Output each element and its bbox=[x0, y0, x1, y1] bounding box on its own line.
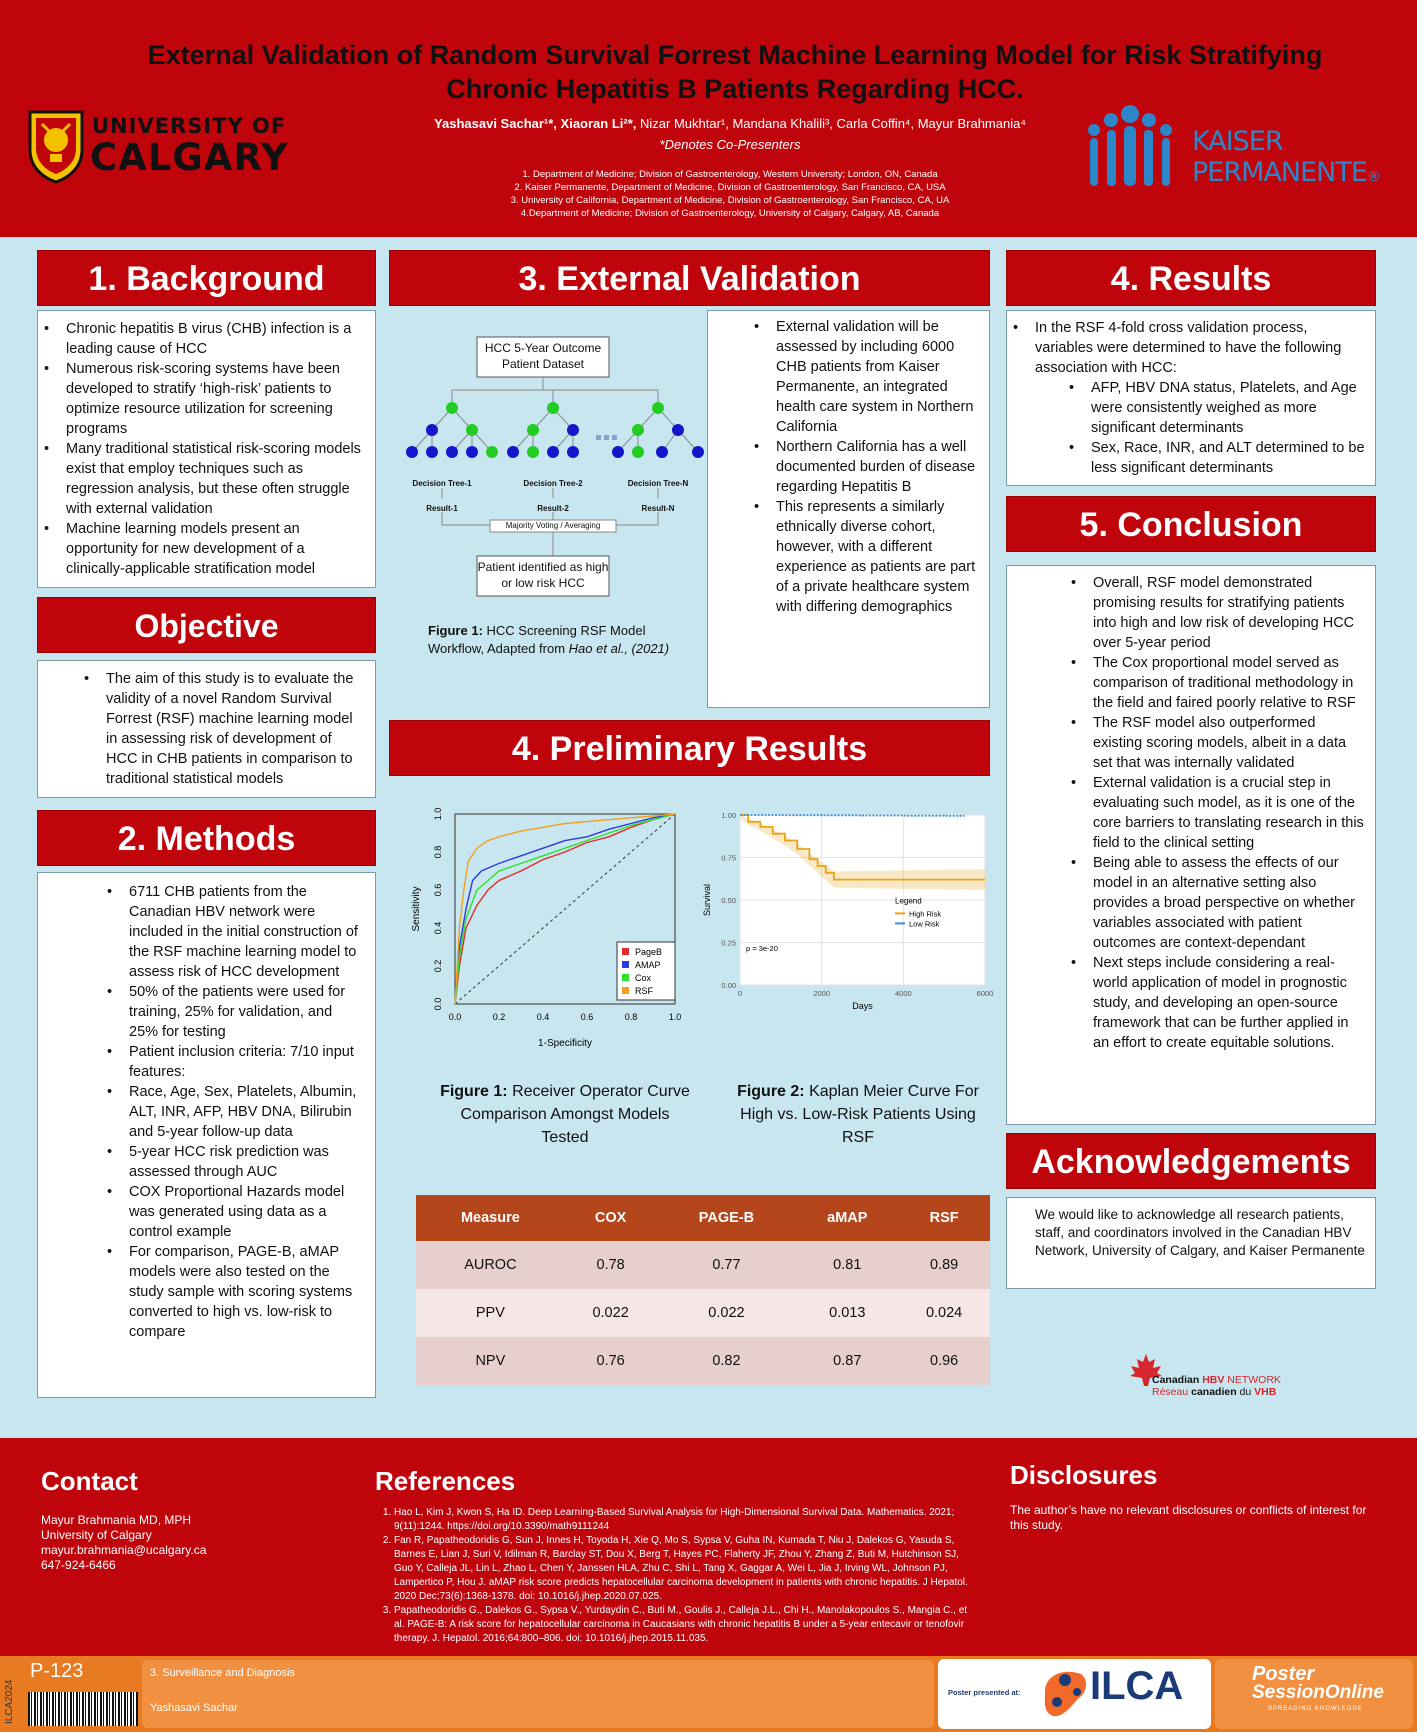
roc-chart bbox=[405, 800, 695, 1065]
roc-x-axis-label: 1-Specificity bbox=[538, 1038, 592, 1049]
roc-y-tick-label: 0.0 bbox=[433, 997, 443, 1011]
roc-y-tick-label: 1.0 bbox=[433, 807, 443, 821]
patient-result-box-label: Patient identified as high or low risk HCC bbox=[477, 560, 609, 590]
authors-rest: Nizar Mukhtar¹, Mandana Khalili³, Carla Coffin⁴, Mayur Brahmania⁴ bbox=[636, 116, 1026, 131]
table-cell: 0.022 bbox=[657, 1289, 797, 1337]
table-cell: 0.82 bbox=[657, 1337, 797, 1385]
workflow-figure-caption bbox=[428, 622, 698, 658]
conclusion-item: • External validation is a crucial step in evaluating such model, as it is one of the core barriers to translating research in this field to the clinical setting bbox=[1093, 773, 1367, 853]
acknowledgements-box: We would like to acknowledge all research patients, staff, and coordinators involved in the Canadian HBV Network, University of Calgary, and Kaiser Permanente bbox=[1006, 1197, 1376, 1289]
hbv-logo-line1 bbox=[1152, 1374, 1281, 1386]
tree1-label: Decision Tree-1 bbox=[412, 479, 472, 488]
table-cell: PPV bbox=[416, 1289, 565, 1337]
kaiser-permanente-logo bbox=[1080, 104, 1390, 196]
side-label-wrap bbox=[4, 1664, 19, 1726]
affiliation: 4.Department of Medicine; Division of Gastroenterology, University of Calgary, Calgary, AB, Canada bbox=[520, 208, 940, 219]
table-cell: NPV bbox=[416, 1337, 565, 1385]
hbv-logo-word: canadien bbox=[1191, 1386, 1237, 1398]
km-p-value: p = 3e-20 bbox=[746, 944, 778, 953]
reference-item: 1. Hao L, Kim J, Kwon S, Ha ID. Deep Learning-Based Survival Analysis for High-Dimensional Survival Data. Mathematics. 2021; 9(11):1244. https://doi.org/10.3390/math9111244 bbox=[394, 1506, 980, 1534]
poster-id: P-123 bbox=[30, 1660, 84, 1682]
roc-y-axis-label: Sensitivity bbox=[411, 886, 422, 932]
table-row bbox=[416, 1337, 990, 1385]
references-list bbox=[384, 1506, 980, 1646]
affiliations bbox=[400, 168, 1060, 220]
results-item: • In the RSF 4-fold cross validation process, variables were determined to have the following association with HCC: bbox=[1035, 318, 1365, 378]
km-y-axis-label: Survival bbox=[702, 883, 712, 917]
methods-item: • Patient inclusion criteria: 7/10 input features: bbox=[129, 1042, 365, 1082]
results-subitem: • AFP, HBV DNA status, Platelets, and Age were consistently weighed as more significant determinants bbox=[1091, 378, 1365, 438]
km-x-tick-label: 2000 bbox=[813, 989, 831, 998]
table-cell: 0.013 bbox=[796, 1289, 898, 1337]
acknowledgements-heading: Acknowledgements bbox=[1006, 1133, 1376, 1189]
roc-y-tick-label: 0.4 bbox=[433, 921, 443, 935]
result2-label: Result-2 bbox=[537, 504, 569, 513]
background-item: • Chronic hepatitis B virus (CHB) infection is a leading cause of HCC bbox=[66, 319, 367, 359]
table-cell: 0.77 bbox=[657, 1241, 797, 1289]
kp-logo-line2 bbox=[1192, 157, 1380, 188]
caption-label: Figure 2: bbox=[737, 1083, 805, 1100]
contact-block bbox=[41, 1513, 301, 1573]
kp-logo-line1: KAISER bbox=[1192, 126, 1283, 157]
authors-bold: Yashasavi Sachar¹*, Xiaoran Li²*, bbox=[434, 116, 637, 131]
table-cell: 0.87 bbox=[796, 1337, 898, 1385]
rsf-workflow-diagram bbox=[400, 320, 710, 630]
tree2-label: Decision Tree-2 bbox=[523, 479, 583, 488]
methods-item: • For comparison, PAGE-B, aMAP models were also tested on the study sample with scoring systems converted to high vs. low-risk to compare bbox=[129, 1242, 365, 1342]
conclusion-heading: 5. Conclusion bbox=[1006, 496, 1376, 552]
psol-logo-line2: SessionOnline bbox=[1252, 1682, 1384, 1703]
roc-x-tick-label: 0.6 bbox=[580, 1012, 594, 1022]
methods-item: • Race, Age, Sex, Platelets, Albumin, ALT, INR, AFP, HBV DNA, Bilirubin and 5-year follow-up data bbox=[129, 1082, 365, 1142]
copresenter-note: *Denotes Co-Presenters bbox=[659, 137, 801, 152]
table-cell: 0.024 bbox=[898, 1289, 990, 1337]
results-subitem: • Sex, Race, INR, and ALT determined to be less significant determinants bbox=[1091, 438, 1365, 478]
references-heading: References bbox=[375, 1466, 516, 1496]
results-box bbox=[1006, 310, 1376, 486]
caption-text: Receiver Operator Curve Comparison Amongst Models Tested bbox=[460, 1083, 690, 1146]
presented-at-label: Poster presented at: bbox=[948, 1688, 1021, 1697]
roc-y-tick-label: 0.8 bbox=[433, 845, 443, 859]
kp-logo-word: PERMANENTE bbox=[1192, 157, 1367, 188]
roc-legend-swatch bbox=[622, 961, 629, 968]
km-legend-label: High Risk bbox=[909, 909, 942, 919]
contact-line: Mayur Brahmania MD, MPH bbox=[41, 1513, 192, 1527]
objective-box bbox=[37, 660, 376, 798]
conclusion-item: • Being able to assess the effects of our model in an alternative setting also provides a broad perspective on whether variables associated with patient outcomes are context-dependant bbox=[1093, 853, 1367, 953]
preliminary-results-heading: 4. Preliminary Results bbox=[389, 720, 990, 776]
majority-vote-label: Majority Voting / Averaging bbox=[505, 521, 601, 530]
column-header: COX bbox=[565, 1195, 657, 1241]
table-row bbox=[416, 1241, 990, 1289]
background-box bbox=[37, 310, 376, 588]
km-x-tick-label: 6000 bbox=[976, 989, 994, 998]
km-y-tick-label: 0.50 bbox=[721, 896, 736, 905]
roc-legend-swatch bbox=[622, 974, 629, 981]
table-cell: 0.78 bbox=[565, 1241, 657, 1289]
caption-cite: Hao et al., (2021) bbox=[568, 641, 670, 656]
dataset-box-label: HCC 5-Year Outcome Patient Dataset bbox=[484, 341, 602, 371]
treeN-label: Decision Tree-N bbox=[627, 479, 689, 488]
hbv-logo-word: NETWORK bbox=[1224, 1374, 1281, 1386]
disclosures-heading: Disclosures bbox=[1010, 1460, 1158, 1490]
roc-figure-caption bbox=[440, 1080, 690, 1149]
caption-text: Kaplan Meier Curve For High vs. Low-Risk Patients Using RSF bbox=[740, 1083, 979, 1146]
conclusion-item: • Next steps include considering a real-world application of model in prognostic study, and developing an open-source framework that can be further applied in an effort to create equitable solutions. bbox=[1093, 953, 1367, 1053]
uc-crest-icon bbox=[28, 110, 84, 184]
caption-text: HCC Screening RSF Model Workflow, Adapted from bbox=[428, 623, 646, 656]
objective-item: • The aim of this study is to evaluate the validity of a novel Random Survival Forrest (RSF) machine learning model in assessing risk of development of HCC in CHB patients in comparison to traditional statistical models bbox=[106, 669, 365, 789]
methods-item: • COX Proportional Hazards model was generated using data as a control example bbox=[129, 1182, 365, 1242]
table-cell: AUROC bbox=[416, 1241, 565, 1289]
caption-label: Figure 1: bbox=[440, 1083, 508, 1100]
hbv-logo-line2 bbox=[1152, 1386, 1276, 1398]
table-header-row bbox=[416, 1195, 990, 1241]
kp-registered-mark: ® bbox=[1366, 169, 1380, 185]
roc-y-tick-label: 0.6 bbox=[433, 883, 443, 897]
uc-logo-line1: UNIVERSITY OF bbox=[92, 114, 287, 138]
side-label: ILCA2024 bbox=[4, 1679, 15, 1724]
conclusion-item: • The RSF model also outperformed existing scoring models, albeit in a data set that was internally validated bbox=[1093, 713, 1367, 773]
category-label: 3. Surveillance and Diagnosis bbox=[150, 1667, 295, 1679]
background-heading: 1. Background bbox=[37, 250, 376, 306]
table-cell: 0.96 bbox=[898, 1337, 990, 1385]
table-cell: 0.022 bbox=[565, 1289, 657, 1337]
conclusion-item: • Overall, RSF model demonstrated promising results for stratifying patients into high and low risk of developing HCC over 5-year period bbox=[1093, 573, 1367, 653]
poster-title: External Validation of Random Survival Forrest Machine Learning Model for Risk Stratifying Chronic Hepatitis B Patients Regarding HCC. bbox=[147, 40, 1323, 104]
km-y-tick-label: 1.00 bbox=[721, 811, 736, 820]
roc-x-tick-label: 1.0 bbox=[668, 1012, 682, 1022]
psol-tagline: SPREADING KNOWLEDGE bbox=[1268, 1706, 1364, 1712]
column-header: PAGE-B bbox=[657, 1195, 797, 1241]
reference-item: 3. Papatheodoridis G., Dalekos G., Sypsa V., Yurdaydin C., Buti M., Goulis J., Calleja J.L., Chi H., Manolakopoulos S., Mangia C., et al. PAGE-B: A risk score for hepatocellular carcinoma in Caucasians with chronic hepatitis B under a 5-year entecavir or tenofovir therapy. J. Hepatol. 2016;64:800–806. doi: 10.1016/j.jhep.2015.11.035. bbox=[394, 1604, 980, 1646]
reference-item: 2. Fan R, Papatheodoridis G, Sun J, Innes H, Toyoda H, Xie Q, Mo S, Sypsa V, Guha IN, Kumada T, Niu J, Dalekos G, Yasuda S, Barnes E, Lian J, Suri V, Idilman R, Barclay ST, Dou X, Berg T, Hayes PC, Flaherty JF, Zhou Y, Zhang Z, Buti M, Hutchinson SJ, Guo Y, Calleja JL, Lin L, Zhao L, Chen Y, Janssen HLA, Zhu C, Shi L, Tang X, Gaggar A, Wei L, Jia J, Irving WL, Johnson PJ, Lampertico P, Hou J. aMAP risk score predicts hepatocellular carcinoma development in patients with chronic hepatitis. J Hepatol. 2020 Dec;73(6):1368-1378. doi: 10.1016/j.jhep.2020.07.025. bbox=[394, 1534, 980, 1604]
canadian-hbv-network-logo bbox=[1122, 1350, 1282, 1398]
hbv-logo-word: du bbox=[1236, 1386, 1255, 1398]
column-header: RSF bbox=[898, 1195, 990, 1241]
roc-x-tick-label: 0.4 bbox=[536, 1012, 550, 1022]
external-item: • Northern California has a well documented burden of disease regarding Hepatitis B bbox=[776, 437, 981, 497]
affiliation: 2. Kaiser Permanente, Department of Medicine, Division of Gastroenterology, San Francisco, CA, USA bbox=[514, 182, 946, 193]
column-header: Measure bbox=[416, 1195, 565, 1241]
result1-label: Result-1 bbox=[426, 504, 458, 513]
results-table bbox=[416, 1195, 990, 1385]
results-heading: 4. Results bbox=[1006, 250, 1376, 306]
disclosures-text: The author’s have no relevant disclosures or conflicts of interest for this study. bbox=[1010, 1503, 1367, 1532]
barcode-icon bbox=[28, 1692, 138, 1726]
author-list bbox=[380, 116, 1080, 131]
km-y-tick-label: 0.00 bbox=[721, 981, 736, 990]
hbv-logo-word: HBV bbox=[1202, 1374, 1225, 1386]
resultN-label: Result-N bbox=[641, 504, 675, 513]
roc-legend-swatch bbox=[622, 948, 629, 955]
conclusion-item: • The Cox proportional model served as comparison of traditional methodology in the field and faired poorly relative to RSF bbox=[1093, 653, 1367, 713]
ilca-logo-text: ILCA bbox=[1090, 1664, 1184, 1708]
roc-legend-label: AMAP bbox=[635, 960, 661, 970]
external-item: • External validation will be assessed by including 6000 CHB patients from Kaiser Permanente, an integrated health care system in Northern California bbox=[776, 317, 981, 437]
roc-x-tick-label: 0.0 bbox=[448, 1012, 462, 1022]
roc-y-tick-label: 0.2 bbox=[433, 959, 443, 973]
kp-figures-icon bbox=[1080, 104, 1180, 190]
contact-line: University of Calgary bbox=[41, 1528, 152, 1542]
uc-logo-line2: CALGARY bbox=[90, 136, 289, 179]
affiliation: 3. University of California, Department of Medicine, Division of Gastroenterology, San Francisco, CA, UA bbox=[510, 195, 950, 206]
background-item: • Machine learning models present an opportunity for new development of a clinically-applicable stratification model bbox=[66, 519, 367, 579]
km-legend-title: Legend bbox=[895, 896, 922, 906]
caption-label: Figure 1: bbox=[428, 623, 483, 638]
external-validation-box bbox=[707, 310, 990, 708]
km-chart bbox=[700, 805, 995, 1030]
background-item: • Many traditional statistical risk-scoring models exist that employ techniques such as regression analysis, but these often struggle with external validation bbox=[66, 439, 367, 519]
hbv-logo-word: Canadian bbox=[1152, 1374, 1203, 1386]
hbv-logo-word: Réseau bbox=[1152, 1386, 1192, 1398]
roc-legend-label: PageB bbox=[635, 947, 663, 957]
objective-heading: Objective bbox=[37, 597, 376, 653]
methods-box bbox=[37, 872, 376, 1398]
university-of-calgary-logo bbox=[28, 110, 298, 190]
external-item: • This represents a similarly ethnically diverse cohort, however, with a different experience as patients are part of a private healthcare system with differing demographics bbox=[776, 497, 981, 617]
roc-legend-label: RSF bbox=[635, 986, 653, 996]
km-y-tick-label: 0.25 bbox=[721, 938, 736, 948]
roc-x-tick-label: 0.2 bbox=[492, 1012, 506, 1022]
methods-heading: 2. Methods bbox=[37, 810, 376, 866]
methods-item: • 6711 CHB patients from the Canadian HBV network were included in the initial construction of the RSF machine learning model to assess risk of HCC development bbox=[129, 882, 365, 982]
table-cell: 0.76 bbox=[565, 1337, 657, 1385]
hbv-logo-word: VHB bbox=[1254, 1386, 1277, 1398]
km-x-axis-label: Days bbox=[852, 1001, 873, 1011]
km-y-tick-label: 0.75 bbox=[721, 853, 736, 863]
background-item: • Numerous risk-scoring systems have been developed to stratify ‘high-risk’ patients to optimize resource utilization for screening programs bbox=[66, 359, 367, 439]
table-row bbox=[416, 1289, 990, 1337]
ilca-liver-icon bbox=[1035, 1662, 1093, 1726]
km-figure-caption bbox=[733, 1080, 983, 1149]
km-x-tick-label: 0 bbox=[737, 989, 743, 998]
roc-legend-label: Cox bbox=[635, 973, 652, 983]
column-header: aMAP bbox=[796, 1195, 898, 1241]
km-legend-label: Low Risk bbox=[909, 919, 940, 929]
contact-heading: Contact bbox=[41, 1466, 138, 1496]
methods-item: • 50% of the patients were used for training, 25% for validation, and 25% for testing bbox=[129, 982, 365, 1042]
methods-item: • 5-year HCC risk prediction was assessed through AUC bbox=[129, 1142, 365, 1182]
contact-line: 647-924-6466 bbox=[41, 1558, 116, 1572]
conclusion-box bbox=[1006, 565, 1376, 1125]
affiliation: 1. Department of Medicine; Division of Gastroenterology, Western University; London, ON, Canada bbox=[522, 169, 938, 180]
contact-line: mayur.brahmania@ucalgary.ca bbox=[41, 1543, 207, 1557]
external-validation-heading: 3. External Validation bbox=[389, 250, 990, 306]
km-x-tick-label: 4000 bbox=[894, 989, 912, 998]
table-cell: 0.89 bbox=[898, 1241, 990, 1289]
psol-logo-line1: Poster bbox=[1252, 1663, 1315, 1685]
roc-legend-swatch bbox=[622, 987, 629, 994]
presenter-name: Yashasavi Sachar bbox=[150, 1702, 238, 1714]
roc-x-tick-label: 0.8 bbox=[624, 1012, 638, 1022]
table-cell: 0.81 bbox=[796, 1241, 898, 1289]
